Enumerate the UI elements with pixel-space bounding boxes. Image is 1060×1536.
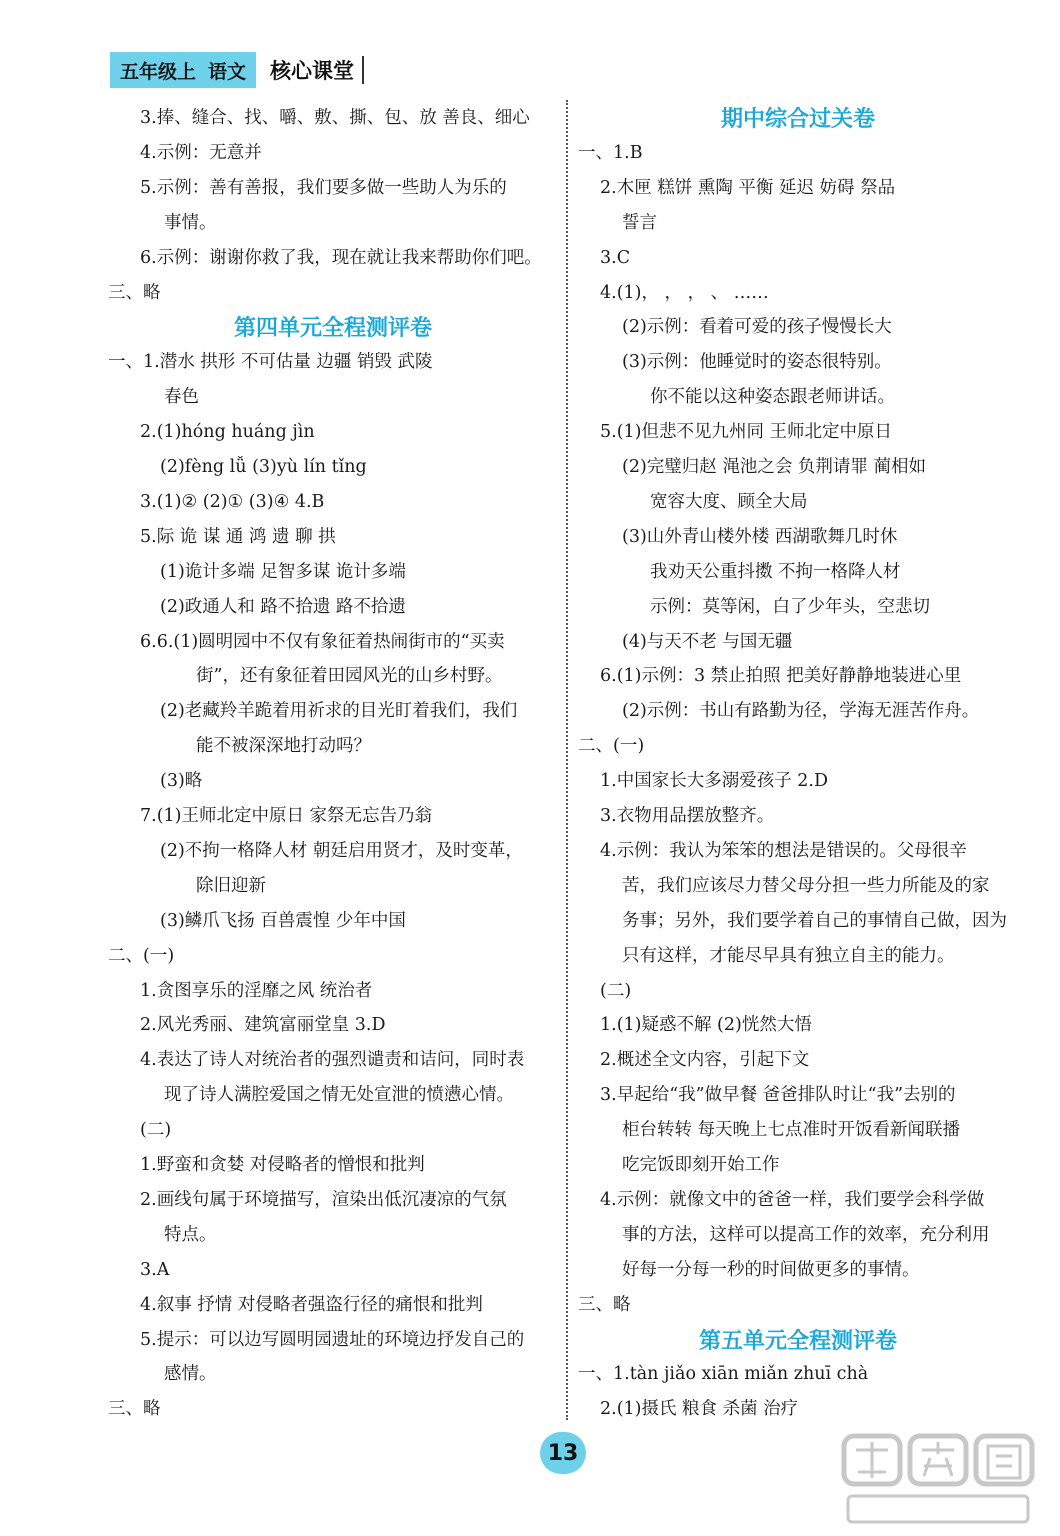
section-title: 第四单元全程测评卷 <box>233 316 432 341</box>
answer-line: (1)诡计多端 足智多谋 诡计多端 <box>160 562 406 582</box>
answer-line: 4.示例：就像文中的爸爸一样，我们要学会科学做 <box>600 1190 985 1210</box>
answer-line: 4.表达了诗人对统治者的强烈谴责和诘问，同时表 <box>140 1050 525 1070</box>
answer-line: 春色 <box>164 387 199 407</box>
answer-line: 街”，还有象征着田园风光的山乡村野。 <box>196 666 503 686</box>
answer-line: 能不被深深地打动吗？ <box>196 736 371 756</box>
answer-line: 誓言 <box>622 213 657 233</box>
subject-label: 语文 <box>208 60 247 83</box>
page-header <box>110 52 364 88</box>
grade-subject-tag <box>110 52 256 88</box>
answer-line: 事的方法，这样可以提高工作的效率，充分利用 <box>622 1225 990 1245</box>
answer-line: 3.衣物用品摆放整齐。 <box>600 806 775 826</box>
answer-line: 务事；另外，我们要学着自己的事情自己做，因为 <box>622 911 1007 931</box>
answer-line: 三、略 <box>578 1295 631 1315</box>
section-title: 期中综合过关卷 <box>720 107 875 132</box>
watermark-logo <box>838 1428 1038 1528</box>
answer-line: (2)老藏羚羊跪着用祈求的目光盯着我们，我们 <box>160 701 518 721</box>
answer-line: 1.(1)疑惑不解 (2)恍然大悟 <box>600 1015 812 1035</box>
answer-line: (2)fèng lǚ (3)yù lín tǐng <box>160 457 367 477</box>
answer-line: 一、1.潜水 拱形 不可估量 边疆 销毁 武陵 <box>108 352 433 372</box>
answer-line: 好每一分每一秒的时间做更多的事情。 <box>622 1260 920 1280</box>
answer-line: 二、(一) <box>578 736 645 756</box>
answer-line: (二) <box>140 1120 172 1140</box>
answer-line: 4.(1)， ， ， 、 …… <box>600 283 769 303</box>
answer-line: (2)示例：看着可爱的孩子慢慢长大 <box>622 317 892 337</box>
answer-line: 5.提示：可以边写圆明园遗址的环境边抒发自己的 <box>140 1330 525 1350</box>
answer-line: 2.(1)摄氏 粮食 杀菌 治疗 <box>600 1399 799 1419</box>
answer-line: (3)山外青山楼外楼 西湖歌舞几时休 <box>622 527 898 547</box>
answer-line: 宽容大度、顾全大局 <box>650 492 808 512</box>
answer-line: 特点。 <box>164 1225 217 1245</box>
answer-line: 2.(1)hóng huáng jìn <box>140 422 315 442</box>
answer-line: 吃完饭即刻开始工作 <box>622 1155 780 1175</box>
answer-line: (二) <box>600 981 632 1001</box>
answer-line: 5.际 诡 谋 通 鸿 遗 聊 拱 <box>140 527 336 547</box>
answer-line: 3.早起给“我”做早餐 爸爸排队时让“我”去别的 <box>600 1085 956 1105</box>
answer-line: 2.概述全文内容，引起下文 <box>600 1050 810 1070</box>
answer-line: 现了诗人满腔爱国之情无处宣泄的愤懑心情。 <box>164 1085 514 1105</box>
answer-line: (2)政通人和 路不拾遗 路不拾遗 <box>160 597 406 617</box>
column-divider <box>566 100 568 1420</box>
header-divider <box>362 56 364 84</box>
answer-line: 5.(1)但悲不见九州同 王师北定中原日 <box>600 422 893 442</box>
answer-line: 3.A <box>140 1260 170 1280</box>
answer-line: 除旧迎新 <box>196 876 266 896</box>
answer-line: 1.野蛮和贪婪 对侵略者的憎恨和批判 <box>140 1155 425 1175</box>
answer-line: 二、(一) <box>108 946 175 966</box>
answer-line: 5.示例：善有善报，我们要多做一些助人为乐的 <box>140 178 507 198</box>
answer-line: (2)示例：书山有路勤为径，学海无涯苦作舟。 <box>622 701 980 721</box>
answer-line: (2)不拘一格降人材 朝廷启用贤才，及时变革， <box>160 841 523 861</box>
answer-line: 3.C <box>600 248 631 268</box>
answer-line: 2.画线句属于环境描写，渲染出低沉凄凉的气氛 <box>140 1190 507 1210</box>
answer-line: 3.捧、缝合、找、嚼、敷、撕、包、放 善良、细心 <box>140 108 530 128</box>
answer-line: 6.6.(1)圆明园中不仅有象征着热闹街市的“买卖 <box>140 632 505 652</box>
answer-line: 三、略 <box>108 283 161 303</box>
answer-line: 6.示例：谢谢你救了我，现在就让我来帮助你们吧。 <box>140 248 542 268</box>
answer-line: 只有这样，才能尽早具有独立自主的能力。 <box>622 946 955 966</box>
answer-line: 2.风光秀丽、建筑富丽堂皇 3.D <box>140 1015 386 1035</box>
answer-line: 7.(1)王师北定中原日 家祭无忘告乃翁 <box>140 806 433 826</box>
answer-line: (2)完璧归赵 渑池之会 负荆请罪 蔺相如 <box>622 457 926 477</box>
answer-line: 4.示例：我认为笨笨的想法是错误的。父母很辛 <box>600 841 967 861</box>
answer-line: 一、1.B <box>578 143 643 163</box>
answer-line: 4.示例：无意并 <box>140 143 262 163</box>
answer-line: 感情。 <box>164 1364 217 1384</box>
answer-line: 一、1.tàn jiǎo xiān miǎn zhuī chà <box>578 1364 869 1384</box>
answer-line: 1.贪图享乐的淫靡之风 统治者 <box>140 981 373 1001</box>
answer-line: (4)与天不老 与国无疆 <box>622 632 793 652</box>
answer-line: 我劝天公重抖擞 不拘一格降人材 <box>650 562 901 582</box>
answer-line: 1.中国家长大多溺爱孩子 2.D <box>600 771 828 791</box>
series-title: 核心课堂 <box>270 59 355 83</box>
answer-line: 3.(1)② (2)① (3)④ 4.B <box>140 492 325 512</box>
answer-line: 三、略 <box>108 1399 161 1419</box>
answer-line: 6.(1)示例：3 禁止拍照 把美好静静地装进心里 <box>600 666 962 686</box>
answer-line: (3)示例：他睡觉时的姿态很特别。 <box>622 352 892 372</box>
page-number: 13 <box>540 1432 586 1474</box>
answer-line: (3)鳞爪飞扬 百兽震惶 少年中国 <box>160 911 406 931</box>
answer-line: 2.木匣 糕饼 熏陶 平衡 延迟 妨碍 祭品 <box>600 178 896 198</box>
answer-line: 苦，我们应该尽力替父母分担一些力所能及的家 <box>622 876 990 896</box>
grade-label: 五年级上 <box>120 60 197 83</box>
answer-line: 柜台转转 每天晚上七点准时开饭看新闻联播 <box>622 1120 961 1140</box>
answer-line: 4.叙事 抒情 对侵略者强盗行径的痛恨和批判 <box>140 1295 483 1315</box>
section-title: 第五单元全程测评卷 <box>698 1329 897 1354</box>
answer-line: 你不能以这种姿态跟老师讲话。 <box>650 387 895 407</box>
answer-line: (3)略 <box>160 771 203 791</box>
answer-line: 事情。 <box>164 213 217 233</box>
answer-line: 示例：莫等闲，白了少年头，空悲切 <box>650 597 930 617</box>
